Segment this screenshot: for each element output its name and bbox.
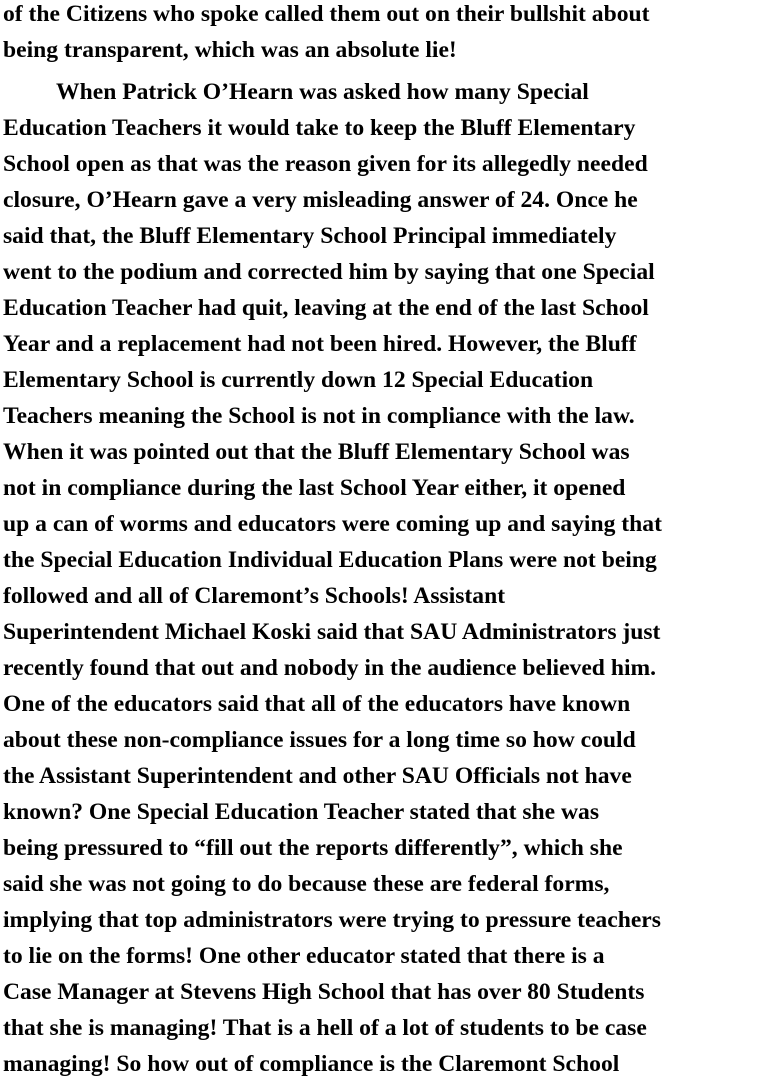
text-line: the Special Education Individual Education Plans were not being: [3, 547, 657, 573]
text-line: When it was pointed out that the Bluff Elementary School was: [3, 439, 630, 465]
text-line: One of the educators said that all of the educators have known: [3, 691, 631, 717]
text-line: closure, O’Hearn gave a very misleading answer of 24. Once he: [3, 187, 638, 213]
text-line: said that, the Bluff Elementary School Principal immediately: [3, 223, 617, 249]
text-line: Teachers meaning the School is not in compliance with the law.: [3, 403, 635, 429]
text-line: about these non-compliance issues for a long time so how could: [3, 727, 636, 753]
text-line: When Patrick O’Hearn was asked how many Special: [56, 79, 589, 105]
text-line: School open as that was the reason given for its allegedly needed: [3, 151, 648, 177]
text-line: went to the podium and corrected him by saying that one Special: [3, 259, 655, 285]
text-line: that she is managing! That is a hell of a lot of students to be case: [3, 1015, 647, 1041]
text-line: of the Citizens who spoke called them out on their bullshit about: [3, 1, 650, 27]
text-line: not in compliance during the last School Year either, it opened: [3, 475, 626, 501]
text-line: being transparent, which was an absolute lie!: [3, 37, 457, 63]
text-line: Elementary School is currently down 12 Special Education: [3, 367, 594, 393]
text-line: up a can of worms and educators were coming up and saying that: [3, 511, 662, 537]
text-line: followed and all of Claremont’s Schools! Assistant: [3, 583, 506, 609]
paragraph-1: [3, 0, 760, 68]
text-line: said she was not going to do because these are federal forms,: [3, 871, 610, 897]
text-line: managing! So how out of compliance is the Claremont School: [3, 1051, 620, 1077]
text-line: implying that top administrators were trying to pressure teachers: [3, 907, 661, 933]
text-line: known? One Special Education Teacher stated that she was: [3, 799, 600, 825]
text-line: recently found that out and nobody in the audience believed him.: [3, 655, 657, 681]
text-line: Superintendent Michael Koski said that SAU Administrators just: [3, 619, 661, 645]
text-line: Education Teachers it would take to keep the Bluff Elementary: [3, 115, 636, 141]
text-line: Year and a replacement had not been hired. However, the Bluff: [3, 331, 637, 357]
text-line: Education Teacher had quit, leaving at the end of the last School: [3, 295, 649, 321]
text-line: the Assistant Superintendent and other SAU Officials not have: [3, 763, 632, 789]
paragraph-2: [3, 74, 760, 1080]
text-line: being pressured to “fill out the reports differently”, which she: [3, 835, 623, 861]
text-line: Case Manager at Stevens High School that has over 80 Students: [3, 979, 645, 1005]
text-line: to lie on the forms! One other educator stated that there is a: [3, 943, 605, 969]
article-text: [3, 0, 760, 1080]
